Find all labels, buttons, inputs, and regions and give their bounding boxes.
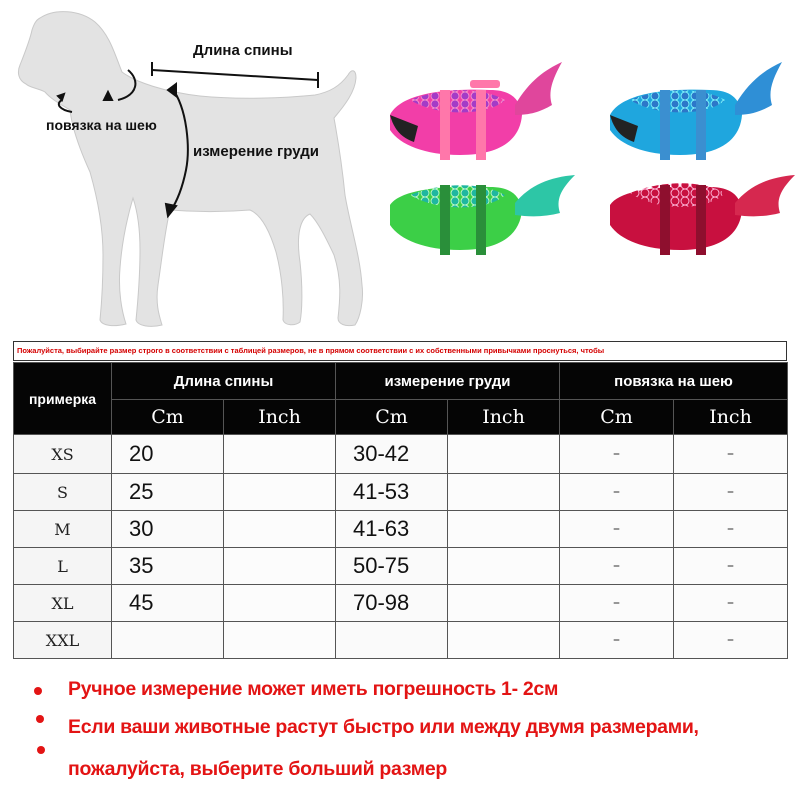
neck-cm-cell: –	[560, 585, 674, 622]
size-cell: M	[14, 511, 112, 548]
neck-inch-cell: –	[674, 622, 788, 659]
back-inch-cell	[224, 435, 336, 474]
neck-inch-cell: –	[674, 511, 788, 548]
size-cell: L	[14, 548, 112, 585]
neck-header: повязка на шею	[560, 363, 788, 400]
chest-inch-cell	[448, 548, 560, 585]
unit-header: Cm	[112, 400, 224, 435]
unit-header: Inch	[448, 400, 560, 435]
vest-red-image	[610, 175, 795, 255]
size-cell: S	[14, 474, 112, 511]
note-choose-larger: пожалуйста, выберите больший размер	[68, 758, 447, 780]
back-cm-cell: 30	[112, 511, 224, 548]
bullet-icon	[37, 746, 45, 754]
vest-blue-image	[610, 62, 782, 160]
table-row	[14, 435, 788, 474]
back-inch-cell	[224, 511, 336, 548]
neck-cm-cell: –	[560, 511, 674, 548]
size-cell: XXL	[14, 622, 112, 659]
chest-cm-cell: 50-75	[336, 548, 448, 585]
neck-cm-cell: –	[560, 435, 674, 474]
neck-inch-cell: –	[674, 435, 788, 474]
back-cm-cell	[112, 622, 224, 659]
unit-header: Inch	[674, 400, 788, 435]
unit-header: Cm	[336, 400, 448, 435]
unit-header: Inch	[224, 400, 336, 435]
chest-inch-cell	[448, 585, 560, 622]
unit-header: Cm	[560, 400, 674, 435]
back-inch-cell	[224, 585, 336, 622]
dog-silhouette	[18, 12, 362, 327]
neck-label: повязка на шею	[46, 117, 157, 133]
table-row	[14, 622, 788, 659]
bullet-icon	[34, 687, 42, 695]
chest-cm-cell: 70-98	[336, 585, 448, 622]
back-cm-cell: 35	[112, 548, 224, 585]
neck-cm-cell: –	[560, 548, 674, 585]
size-chart-table	[13, 362, 788, 659]
back-cm-cell: 45	[112, 585, 224, 622]
back-inch-cell	[224, 474, 336, 511]
chest-cm-cell: 41-63	[336, 511, 448, 548]
product-photos	[380, 60, 800, 260]
chest-cm-cell: 41-53	[336, 474, 448, 511]
table-row	[14, 548, 788, 585]
chest-inch-cell	[448, 435, 560, 474]
chest-cm-cell: 30-42	[336, 435, 448, 474]
neck-cm-cell: –	[560, 622, 674, 659]
size-illustration	[0, 0, 800, 335]
neck-inch-cell: –	[674, 474, 788, 511]
chest-inch-cell	[448, 474, 560, 511]
neck-cm-cell: –	[560, 474, 674, 511]
back-length-label: Длина спины	[193, 42, 293, 59]
chest-cm-cell	[336, 622, 448, 659]
back-inch-cell	[224, 622, 336, 659]
table-row	[14, 474, 788, 511]
neck-inch-cell: –	[674, 548, 788, 585]
chest-inch-cell	[448, 511, 560, 548]
size-warning-banner: Пожалуйста, выбирайте размер строго в соответствии с таблицей размеров, не в прямом соответствии с их собственными привычками проснуться, чтобы	[13, 341, 787, 361]
vest-pink-image	[390, 62, 562, 160]
chest-header: измерение груди	[336, 363, 560, 400]
size-cell: XS	[14, 435, 112, 474]
note-growing-pets: Если ваши животные растут быстро или между двумя размерами,	[68, 716, 699, 738]
back-cm-cell: 20	[112, 435, 224, 474]
neck-inch-cell: –	[674, 585, 788, 622]
vest-green-image	[390, 175, 575, 255]
table-row	[14, 585, 788, 622]
fit-header: примерка	[14, 363, 112, 435]
chest-inch-cell	[448, 622, 560, 659]
note-measurement-error: Ручное измерение может иметь погрешность 1- 2см	[68, 678, 559, 700]
chest-label: измерение груди	[193, 143, 319, 160]
table-row	[14, 511, 788, 548]
bullet-icon	[36, 715, 44, 723]
size-cell: XL	[14, 585, 112, 622]
back-cm-cell: 25	[112, 474, 224, 511]
back-length-header: Длина спины	[112, 363, 336, 400]
back-inch-cell	[224, 548, 336, 585]
